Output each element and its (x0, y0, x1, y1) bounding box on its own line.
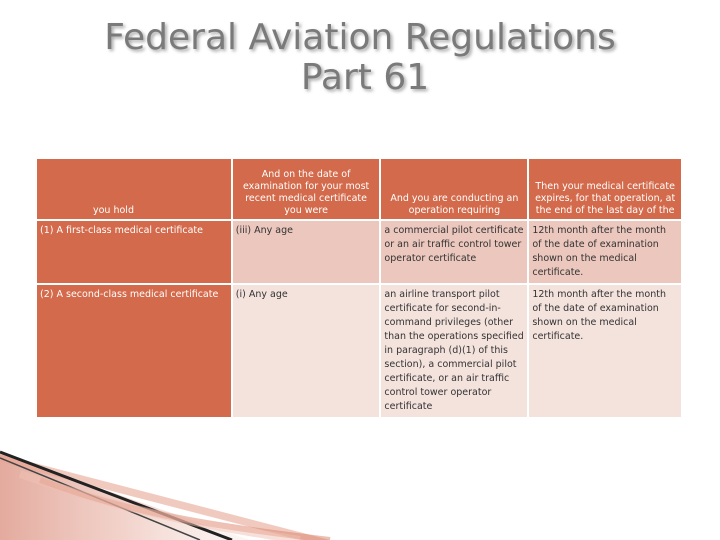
medical-certificate-table (35, 157, 683, 419)
title-line-1: Federal Aviation Regulations (104, 17, 616, 58)
cell-expiration: 12th month after the month of the date of examination shown on the medical certificate. (529, 221, 681, 283)
header-exam-age: And on the date of examination for your most recent medical certificate you were (233, 159, 380, 219)
title-line-2: Part 61 (300, 57, 430, 98)
cell-certificate-class: (2) A second-class medical certificate (37, 285, 231, 417)
table-row (37, 221, 681, 283)
cell-expiration: 12th month after the month of the date of examination shown on the medical certificate. (529, 285, 681, 417)
cell-age: (i) Any age (233, 285, 380, 417)
cell-certificate-class: (1) A first-class medical certificate (37, 221, 231, 283)
cell-operation: an airline transport pilot certificate for second-in-command privileges (other than the operations specified in paragraph (d)(1) of this section), a commercial pilot certificate, or an air traffic control tower operator certificate (381, 285, 527, 417)
header-expiration: Then your medical certificate expires, for that operation, at the end of the last day of the (529, 159, 681, 219)
table-row (37, 285, 681, 417)
header-operation: And you are conducting an operation requiring (381, 159, 527, 219)
header-you-hold: you hold (37, 159, 231, 219)
cell-operation: a commercial pilot certificate or an air traffic control tower operator certificate (381, 221, 527, 283)
table-header-row (37, 159, 681, 219)
cell-age: (iii) Any age (233, 221, 380, 283)
decorative-swoosh (0, 440, 720, 540)
page-title (0, 18, 720, 98)
